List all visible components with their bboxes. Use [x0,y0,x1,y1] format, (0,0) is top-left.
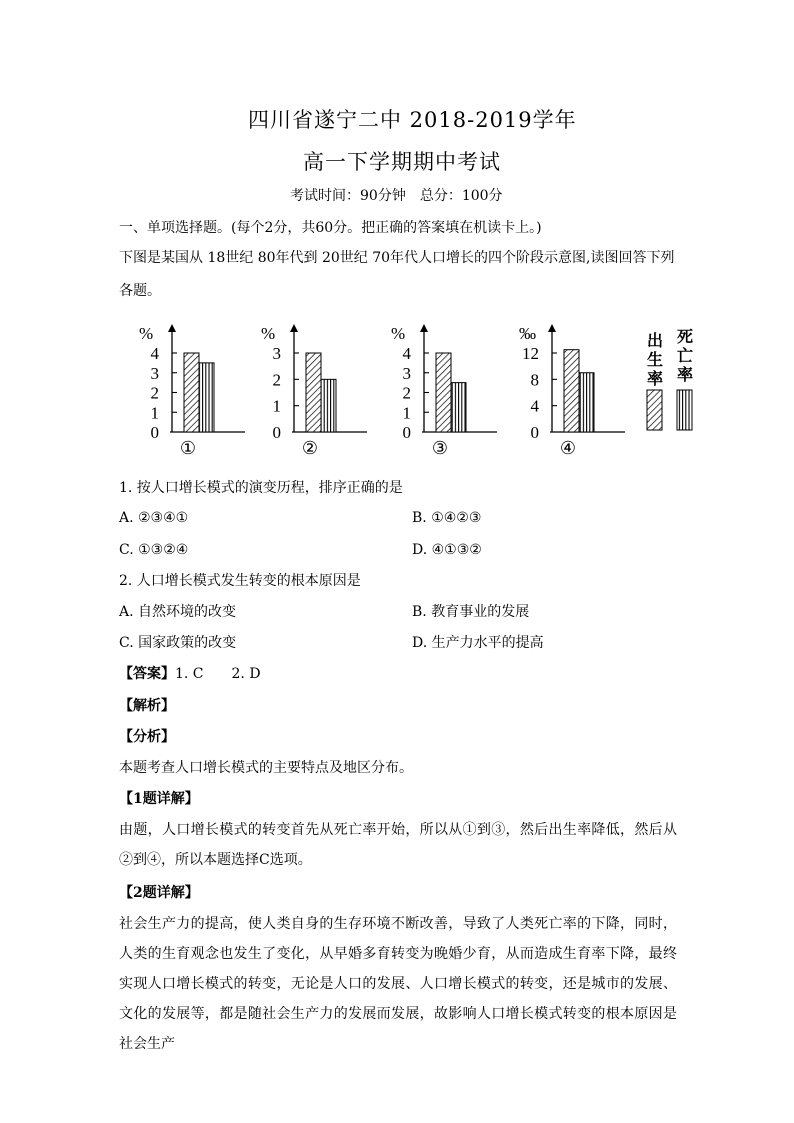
population-growth-chart [0,0,794,470]
tick-label: 0 [150,423,159,442]
legend-label-char: 率 [676,365,694,384]
question-2-option-b[interactable]: B. 教育事业的发展 [412,604,530,620]
tick-label: 8 [530,370,539,390]
y-axis-arrow-3 [420,324,428,332]
y-axis-arrow-1 [168,324,176,332]
tick-label: 4 [402,344,411,363]
fenxi-text: 本题考查人口增长模式的主要特点及地区分布。 [119,760,413,776]
unit-label-3: % [391,324,406,343]
q1-detail-label: 【1题详解】 [119,791,199,807]
section-heading: 一、单项选择题。(每个2分，共60分。把正确的答案填在机读卡上。) [119,220,542,236]
question-1-stem: 1. 按人口增长模式的演变历程，排序正确的是 [119,480,403,496]
panel-label-2: ② [301,438,319,459]
tick-label: 0 [530,423,539,442]
tick-label: 4 [150,344,159,363]
question-1-option-a[interactable]: A. ②③④① [119,510,189,526]
unit-label-2: % [261,324,276,343]
fenxi-label: 【分析】 [119,729,175,745]
birth-rate-bar-3 [436,353,451,432]
tick-label: 12 [522,344,539,363]
answer-text: 1. C 2. D [175,666,261,682]
tick-label: 4 [530,396,539,416]
question-2-option-c[interactable]: C. 国家政策的改变 [119,635,237,651]
answer-line [119,664,261,684]
legend-label-char: 亡 [676,346,694,365]
tick-label: 1 [402,403,411,423]
legend-label-char: 死 [676,327,694,346]
intro-line2: 各题。 [119,283,161,299]
unit-label-4: ‰ [519,324,536,343]
question-2-option-a[interactable]: A. 自然环境的改变 [119,604,237,620]
legend-label-char: 生 [646,350,664,369]
death-rate-bar-1 [199,363,214,432]
exam-info: 考试时间：90分钟 总分：100分 [290,188,503,204]
death-rate-bar-4 [579,373,594,432]
tick-label: 2 [402,383,411,403]
tick-label: 2 [272,370,281,390]
page-title-line1: 四川省遂宁二中 2018-2019学年 [248,108,577,132]
death-rate-bar-3 [451,383,466,432]
panel-label-1: ① [179,438,197,459]
tick-label: 0 [402,423,411,442]
q2-detail-label: 【2题详解】 [119,885,199,901]
death-rate-bar-2 [321,379,336,432]
question-2-option-d[interactable]: D. 生产力水平的提高 [412,635,544,651]
birth-rate-bar-2 [306,353,321,432]
question-1-option-d[interactable]: D. ④①③② [412,542,482,558]
panel-label-4: ④ [559,438,577,459]
intro-line1: 下图是某国从 18世纪 80年代到 20世纪 70年代人口增长的四个阶段示意图,读图回答下列 [119,250,675,266]
q1-detail-text: 由题，人口增长模式的转变首先从死亡率开始，所以从①到③，然后出生率降低，然后从②到④，所以本题选择C选项。 [119,822,677,868]
tick-label: 1 [150,403,159,423]
page-title-line2: 高一下学期期中考试 [303,150,501,174]
analysis-label: 【解析】 [119,698,175,714]
legend-swatch-birth [647,390,662,430]
panel-label-3: ③ [431,438,449,459]
birth-rate-bar-1 [184,353,199,432]
question-1-option-c[interactable]: C. ①③②④ [119,542,189,558]
legend-label-char: 出 [646,331,664,350]
legend-swatch-death [677,390,692,430]
tick-label: 3 [150,363,159,383]
tick-label: 0 [272,423,281,442]
answer-label: 【答案】 [119,666,175,682]
q2-detail-text: 社会生产力的提高，使人类自身的生存环境不断改善，导致了人类死亡率的下降，同时，人类的生育观念也发生了变化，从早婚多育转变为晚婚少育，从而造成生育率下降，最终实现人口增长模式的转变，无论是人口的发展、人口增长模式的转变，还是城市的发展、文化的发展等，都是随社会生产力的发展而发展，故影响人口增长模式转变的根本原因是社会生产 [119,916,677,1052]
unit-label-1: % [139,324,154,343]
question-2-stem: 2. 人口增长模式发生转变的根本原因是 [119,573,361,589]
question-1-option-b[interactable]: B. ①④②③ [412,510,482,526]
tick-label: 3 [402,363,411,383]
y-axis-arrow-4 [548,324,556,332]
y-axis-arrow-2 [290,324,298,332]
tick-label: 3 [272,344,281,363]
legend-label-char: 率 [646,369,664,388]
tick-label: 1 [272,396,281,416]
birth-rate-bar-4 [564,350,579,432]
tick-label: 2 [150,383,159,403]
